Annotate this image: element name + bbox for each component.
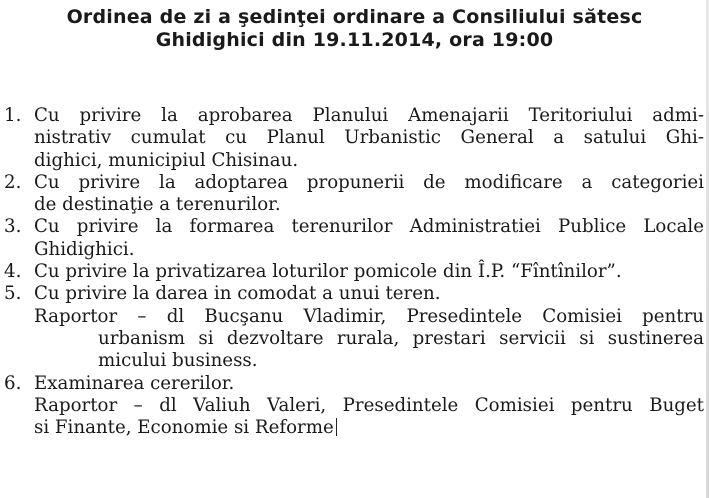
document-title-line-2: Ghidighici din 19.11.2014, ora 19:00 xyxy=(155,29,554,51)
rapporteur-line: micului business. xyxy=(98,350,258,372)
agenda-item-text-line: Cu privire la darea in comodat a unui teren. xyxy=(34,283,441,305)
rapporteur-line: urbanism si dezvoltare rurala, prestari servicii si sustinerea xyxy=(98,327,704,349)
agenda-item-text-line: Examinarea cererilor. xyxy=(34,372,235,394)
agenda-item-text-line: Cu privire la aprobarea Planului Amenajarii Teritoriului admi- xyxy=(34,105,704,126)
agenda-item-text-line: Cu privire la adoptarea propunerii de modificare a categoriei xyxy=(34,171,704,193)
agenda-item-number: 5. xyxy=(4,283,22,305)
agenda-item-number: 4. xyxy=(4,261,22,283)
agenda-item-6 xyxy=(4,373,704,440)
agenda-item-number: 2. xyxy=(4,171,22,193)
agenda-item-text-line: de destinaţie a terenurilor. xyxy=(34,194,281,216)
agenda-item-3 xyxy=(4,216,704,261)
rapporteur-line-text: si Finante, Economie si Reforme xyxy=(34,417,334,439)
agenda-item-5 xyxy=(4,283,704,372)
agenda-item-text-line: dighici, municipiul Chisinau. xyxy=(34,149,299,171)
agenda-item-4 xyxy=(4,261,704,283)
agenda-item-number: 3. xyxy=(4,216,22,238)
rapporteur-line: Raportor – dl Bucşanu Vladimir, Presedintele Comisiei pentru xyxy=(34,305,704,327)
agenda-item-1 xyxy=(4,105,704,172)
agenda-item-number: 1. xyxy=(4,105,22,126)
agenda-item-text-line: Cu privire la formarea terenurilor Administratiei Publice Locale xyxy=(34,216,704,238)
rapporteur-line xyxy=(34,417,704,439)
agenda-item-number: 6. xyxy=(4,372,22,394)
agenda-list xyxy=(4,105,704,439)
text-cursor xyxy=(336,418,337,436)
rapporteur-line: Raportor – dl Valiuh Valeri, Presedintele Comisiei pentru Buget xyxy=(34,394,704,416)
agenda-item-2 xyxy=(4,172,704,217)
agenda-item-text-line: Ghidighici. xyxy=(34,238,135,260)
agenda-item-text-line: Cu privire la privatizarea loturilor pomicole din Î.P. “Fîntînilor”. xyxy=(34,261,622,283)
agenda-item-text-line: nistrativ cumulat cu Planul Urbanistic General a satului Ghi- xyxy=(34,127,704,149)
document-title-line-1: Ordinea de zi a şedinţei ordinare a Consiliului sătesc xyxy=(66,6,643,28)
